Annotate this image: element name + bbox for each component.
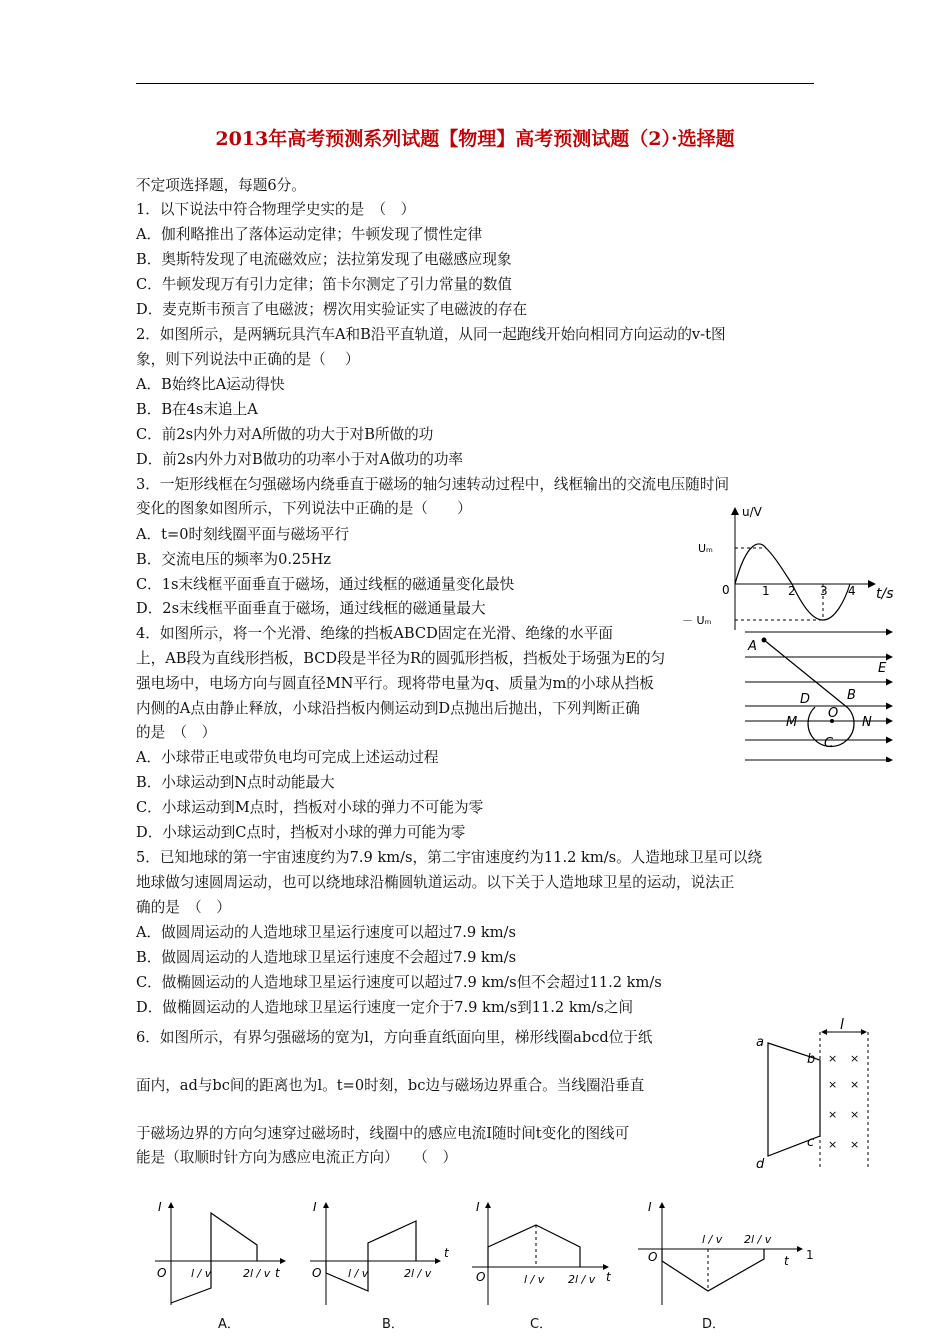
q2-option-d: D．前2s内外力对B做功的功率小于对A做功的功率	[136, 451, 464, 468]
label-b: B	[847, 688, 856, 703]
graph-d-curve	[662, 1249, 764, 1291]
graph-a-curve	[171, 1213, 257, 1303]
page-number: 1	[806, 1248, 814, 1262]
ac-x-label: t/s	[876, 586, 894, 602]
svg-text:t: t	[444, 1246, 449, 1260]
ac-tick-1: 1	[762, 584, 770, 598]
q4-stem-line-2: 上，AB段为直线形挡板，BCD段是半径为R的圆弧形挡板，挡板处于场强为E的匀	[136, 650, 666, 667]
q1-option-d: D．麦克斯韦预言了电磁波；楞次用实验证实了电磁波的存在	[136, 301, 528, 318]
graph-c-curve	[488, 1225, 580, 1267]
q6-stem-line-1: 6．如图所示，有界匀强磁场的宽为l，方向垂直纸面向里，梯形线圈abcd位于纸	[136, 1029, 653, 1046]
field-crosses	[828, 1052, 859, 1151]
svg-text:2l / v: 2l / v	[243, 1267, 271, 1280]
electric-field-figure	[740, 622, 900, 762]
svg-text:2l / v: 2l / v	[404, 1267, 432, 1280]
svg-text:×: ×	[828, 1138, 838, 1151]
intro-text: 不定项选择题，每题6分。	[136, 177, 306, 194]
svg-text:O: O	[476, 1270, 486, 1284]
ac-origin-label: 0	[722, 583, 730, 597]
coil-label-d: d	[756, 1157, 765, 1172]
graph-label-c: C．	[530, 1317, 553, 1332]
ac-sine-curve	[735, 544, 850, 620]
coil-label-a: a	[756, 1035, 764, 1050]
label-d: D	[800, 692, 811, 707]
q3-option-d: D．2s末线框平面垂直于磁场，通过线框的磁通量最大	[136, 600, 486, 617]
q5-stem-line-1: 5．已知地球的第一宇宙速度约为7.9 km/s，第二宇宙速度约为11.2 km/s。人造地球卫星可以绕	[136, 849, 763, 866]
answer-graph-d	[632, 1195, 807, 1310]
svg-text:O: O	[312, 1266, 322, 1280]
q5-option-d: D．做椭圆运动的人造地球卫星运行速度一定介于7.9 km/s到11.2 km/s之间	[136, 999, 634, 1016]
ball-point-a	[762, 638, 767, 643]
q3-option-a: A．t=0时刻线圈平面与磁场平行	[136, 526, 350, 543]
svg-text:t: t	[606, 1270, 611, 1284]
header-rule	[136, 83, 814, 84]
svg-text:t: t	[784, 1254, 789, 1268]
coil-label-b: b	[807, 1052, 816, 1067]
q2-option-c: C．前2s内外力对A所做的功大于对B所做的功	[136, 426, 434, 443]
label-c: C	[824, 736, 834, 751]
q4-stem-line-5: 的是 （ ）	[136, 724, 217, 741]
svg-text:2l / v: 2l / v	[568, 1273, 596, 1286]
svg-text:t: t	[275, 1266, 280, 1280]
ac-tick-4: 4	[848, 584, 856, 598]
q5-option-b: B．做圆周运动的人造地球卫星运行速度不会超过7.9 km/s	[136, 949, 517, 966]
q3-stem-line-2: 变化的图象如图所示，下列说法中正确的是（ ）	[136, 500, 472, 517]
ac-tick-3: 3	[820, 584, 828, 598]
svg-text:×: ×	[850, 1052, 860, 1065]
label-a: A	[748, 639, 757, 654]
q2-option-b: B．B在4s末追上A	[136, 401, 258, 418]
q4-option-b: B．小球运动到N点时动能最大	[136, 774, 335, 791]
graph-label-d: D．	[702, 1317, 726, 1332]
q5-stem-line-3: 确的是 （ ）	[136, 899, 231, 916]
label-m: M	[786, 715, 798, 730]
svg-text:l / v: l / v	[191, 1267, 212, 1280]
coil-label-c: c	[807, 1135, 815, 1150]
svg-text:l / v: l / v	[702, 1233, 723, 1246]
width-label-l: l	[840, 1018, 844, 1033]
q5-stem-line-2: 地球做匀速圆周运动，也可以绕地球沿椭圆轨道运动。以下关于人造地球卫星的运动，说法正	[136, 874, 735, 891]
q2-stem-line-1: 2．如图所示，是两辆玩具汽车A和B沿平直轨道，从同一起跑线开始向相同方向运动的v-t图	[136, 326, 726, 343]
svg-text:×: ×	[828, 1078, 838, 1091]
q6-stem-line-3: 于磁场边界的方向匀速穿过磁场时，线圈中的感应电流I随时间t变化的图线可	[136, 1125, 630, 1142]
answer-graph-b	[300, 1195, 450, 1310]
svg-text:×: ×	[850, 1138, 860, 1151]
svg-text:×: ×	[850, 1108, 860, 1121]
q6-stem-line-2: 面内，ad与bc间的距离也为l。t=0时刻，bc边与磁场边界重合。当线圈沿垂直	[136, 1077, 645, 1094]
q3-option-c: C．1s末线框平面垂直于磁场，通过线框的磁通量变化最快	[136, 576, 515, 593]
q5-option-a: A．做圆周运动的人造地球卫星运行速度可以超过7.9 km/s	[136, 924, 516, 941]
svg-text:O: O	[157, 1266, 167, 1280]
q3-stem-line-1: 3．一矩形线框在匀强磁场内绕垂直于磁场的轴匀速转动过程中，线框输出的交流电压随时间	[136, 476, 730, 493]
svg-text:I: I	[648, 1200, 652, 1214]
q4-option-c: C．小球运动到M点时，挡板对小球的弹力不可能为零	[136, 799, 484, 816]
svg-text:×: ×	[828, 1052, 838, 1065]
q4-option-d: D．小球运动到C点时，挡板对小球的弹力可能为零	[136, 824, 466, 841]
answer-graph-a	[145, 1195, 295, 1310]
ac-neg-um-label: － Uₘ	[682, 614, 712, 627]
svg-text:2l / v: 2l / v	[744, 1233, 772, 1246]
q1-option-b: B．奥斯特发现了电流磁效应；法拉第发现了电磁感应现象	[136, 251, 512, 268]
label-o: O	[828, 706, 839, 721]
graph-label-a: A．	[218, 1317, 240, 1332]
ac-tick-2: 2	[788, 584, 796, 598]
ac-voltage-figure	[680, 500, 910, 635]
q4-stem-line-1: 4．如图所示，将一个光滑、绝缘的挡板ABCD固定在光滑、绝缘的水平面	[136, 625, 613, 642]
label-n: N	[862, 715, 872, 730]
svg-text:×: ×	[828, 1108, 838, 1121]
label-e: E	[878, 661, 887, 676]
answer-graph-c	[460, 1195, 620, 1310]
q6-stem-line-4: 能是（取顺时针方向为感应电流正方向） （ ）	[136, 1149, 458, 1166]
q1-option-c: C．牛顿发现万有引力定律；笛卡尔测定了引力常量的数值	[136, 276, 513, 293]
q3-option-b: B．交流电压的频率为0.25Hz	[136, 551, 331, 568]
q2-stem-line-2: 象，则下列说法中正确的是（ ）	[136, 351, 360, 368]
q1-stem: 1．以下说法中符合物理学史实的是 （ ）	[136, 201, 416, 218]
graph-b-curve	[326, 1221, 416, 1291]
q1-option-a: A．伽利略推出了落体运动定律；牛顿发现了惯性定律	[136, 226, 483, 243]
field-lines	[745, 632, 892, 760]
svg-text:I: I	[158, 1200, 162, 1214]
graph-label-b: B．	[382, 1317, 404, 1332]
svg-text:O: O	[648, 1250, 658, 1264]
q5-option-c: C．做椭圆运动的人造地球卫星运行速度可以超过7.9 km/s但不会超过11.2 km/s	[136, 974, 662, 991]
ac-um-label: Uₘ	[698, 542, 713, 555]
q4-stem-line-4: 内侧的A点由静止释放，小球沿挡板内侧运动到D点抛出后抛出，下列判断正确	[136, 700, 640, 717]
svg-text:l / v: l / v	[348, 1267, 369, 1280]
coil-field-figure	[750, 1018, 880, 1178]
page-title: 2013年高考预测系列试题【物理】高考预测试题（2）·选择题	[215, 128, 735, 150]
ac-y-label: u/V	[742, 505, 762, 519]
svg-text:×: ×	[850, 1078, 860, 1091]
q4-stem-line-3: 强电场中，电场方向与圆直径MN平行。现将带电量为q、质量为m的小球从挡板	[136, 675, 654, 692]
svg-text:I: I	[313, 1200, 317, 1214]
q2-option-a: A．B始终比A运动得快	[136, 376, 285, 393]
q4-option-a: A．小球带正电或带负电均可完成上述运动过程	[136, 749, 439, 766]
svg-text:l / v: l / v	[524, 1273, 545, 1286]
svg-text:I: I	[476, 1200, 480, 1214]
